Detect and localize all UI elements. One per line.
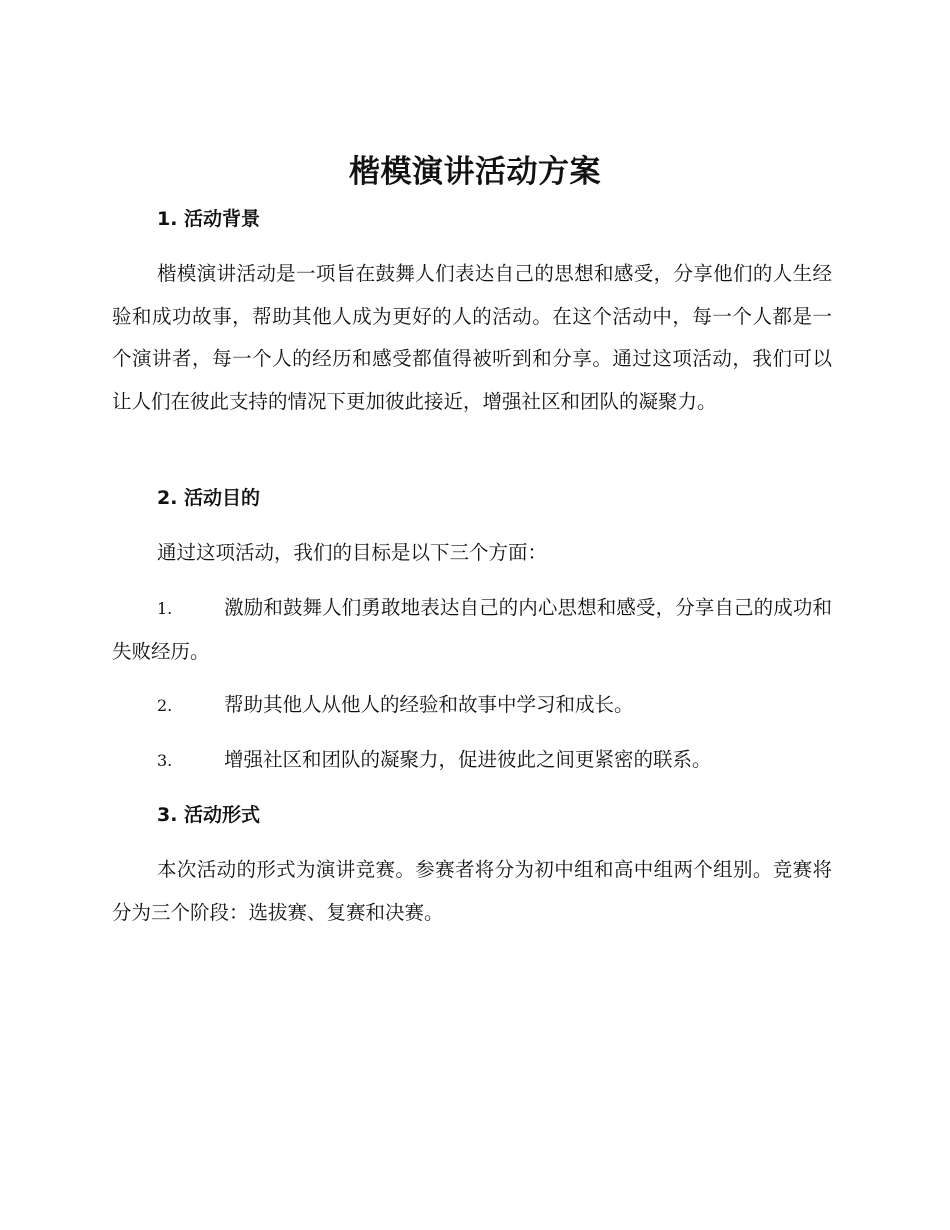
list-item (112, 587, 832, 673)
list-item-text: 激励和鼓舞人们勇敢地表达自己的内心思想和感受，分享自己的成功和失败经历。 (112, 596, 832, 663)
section-heading-format: 3. 活动形式 (157, 804, 261, 826)
section-paragraph-format: 本次活动的形式为演讲竞赛。参赛者将分为初中组和高中组两个组别。竞赛将分为三个阶段：选拔赛、复赛和决赛。 (112, 858, 832, 924)
section-paragraph-purpose: 通过这项活动，我们的目标是以下三个方面： (157, 541, 548, 564)
list-item (112, 739, 832, 783)
document-title: 楷模演讲活动方案 (349, 154, 601, 190)
list-item-number: 3. (157, 751, 173, 770)
list-item (112, 684, 832, 728)
list-item-number: 2. (157, 696, 173, 715)
section-paragraph-background: 楷模演讲活动是一项旨在鼓舞人们表达自己的思想和感受，分享他们的人生经验和成功故事，帮助其他人成为更好的人的活动。在这个活动中，每一个人都是一个演讲者，每一个人的经历和感受都值得被听到和分享。通过这项活动，我们可以让人们在彼此支持的情况下更加彼此接近，增强社区和团队的凝聚力。 (112, 262, 832, 413)
section-heading-background: 1. 活动背景 (157, 208, 261, 230)
list-item-text: 帮助其他人从他人的经验和故事中学习和成长。 (224, 693, 634, 716)
list-item-number: 1. (157, 599, 173, 618)
section-heading-purpose: 2. 活动目的 (157, 487, 261, 509)
list-item-text: 增强社区和团队的凝聚力，促进彼此之间更紧密的联系。 (224, 748, 712, 771)
